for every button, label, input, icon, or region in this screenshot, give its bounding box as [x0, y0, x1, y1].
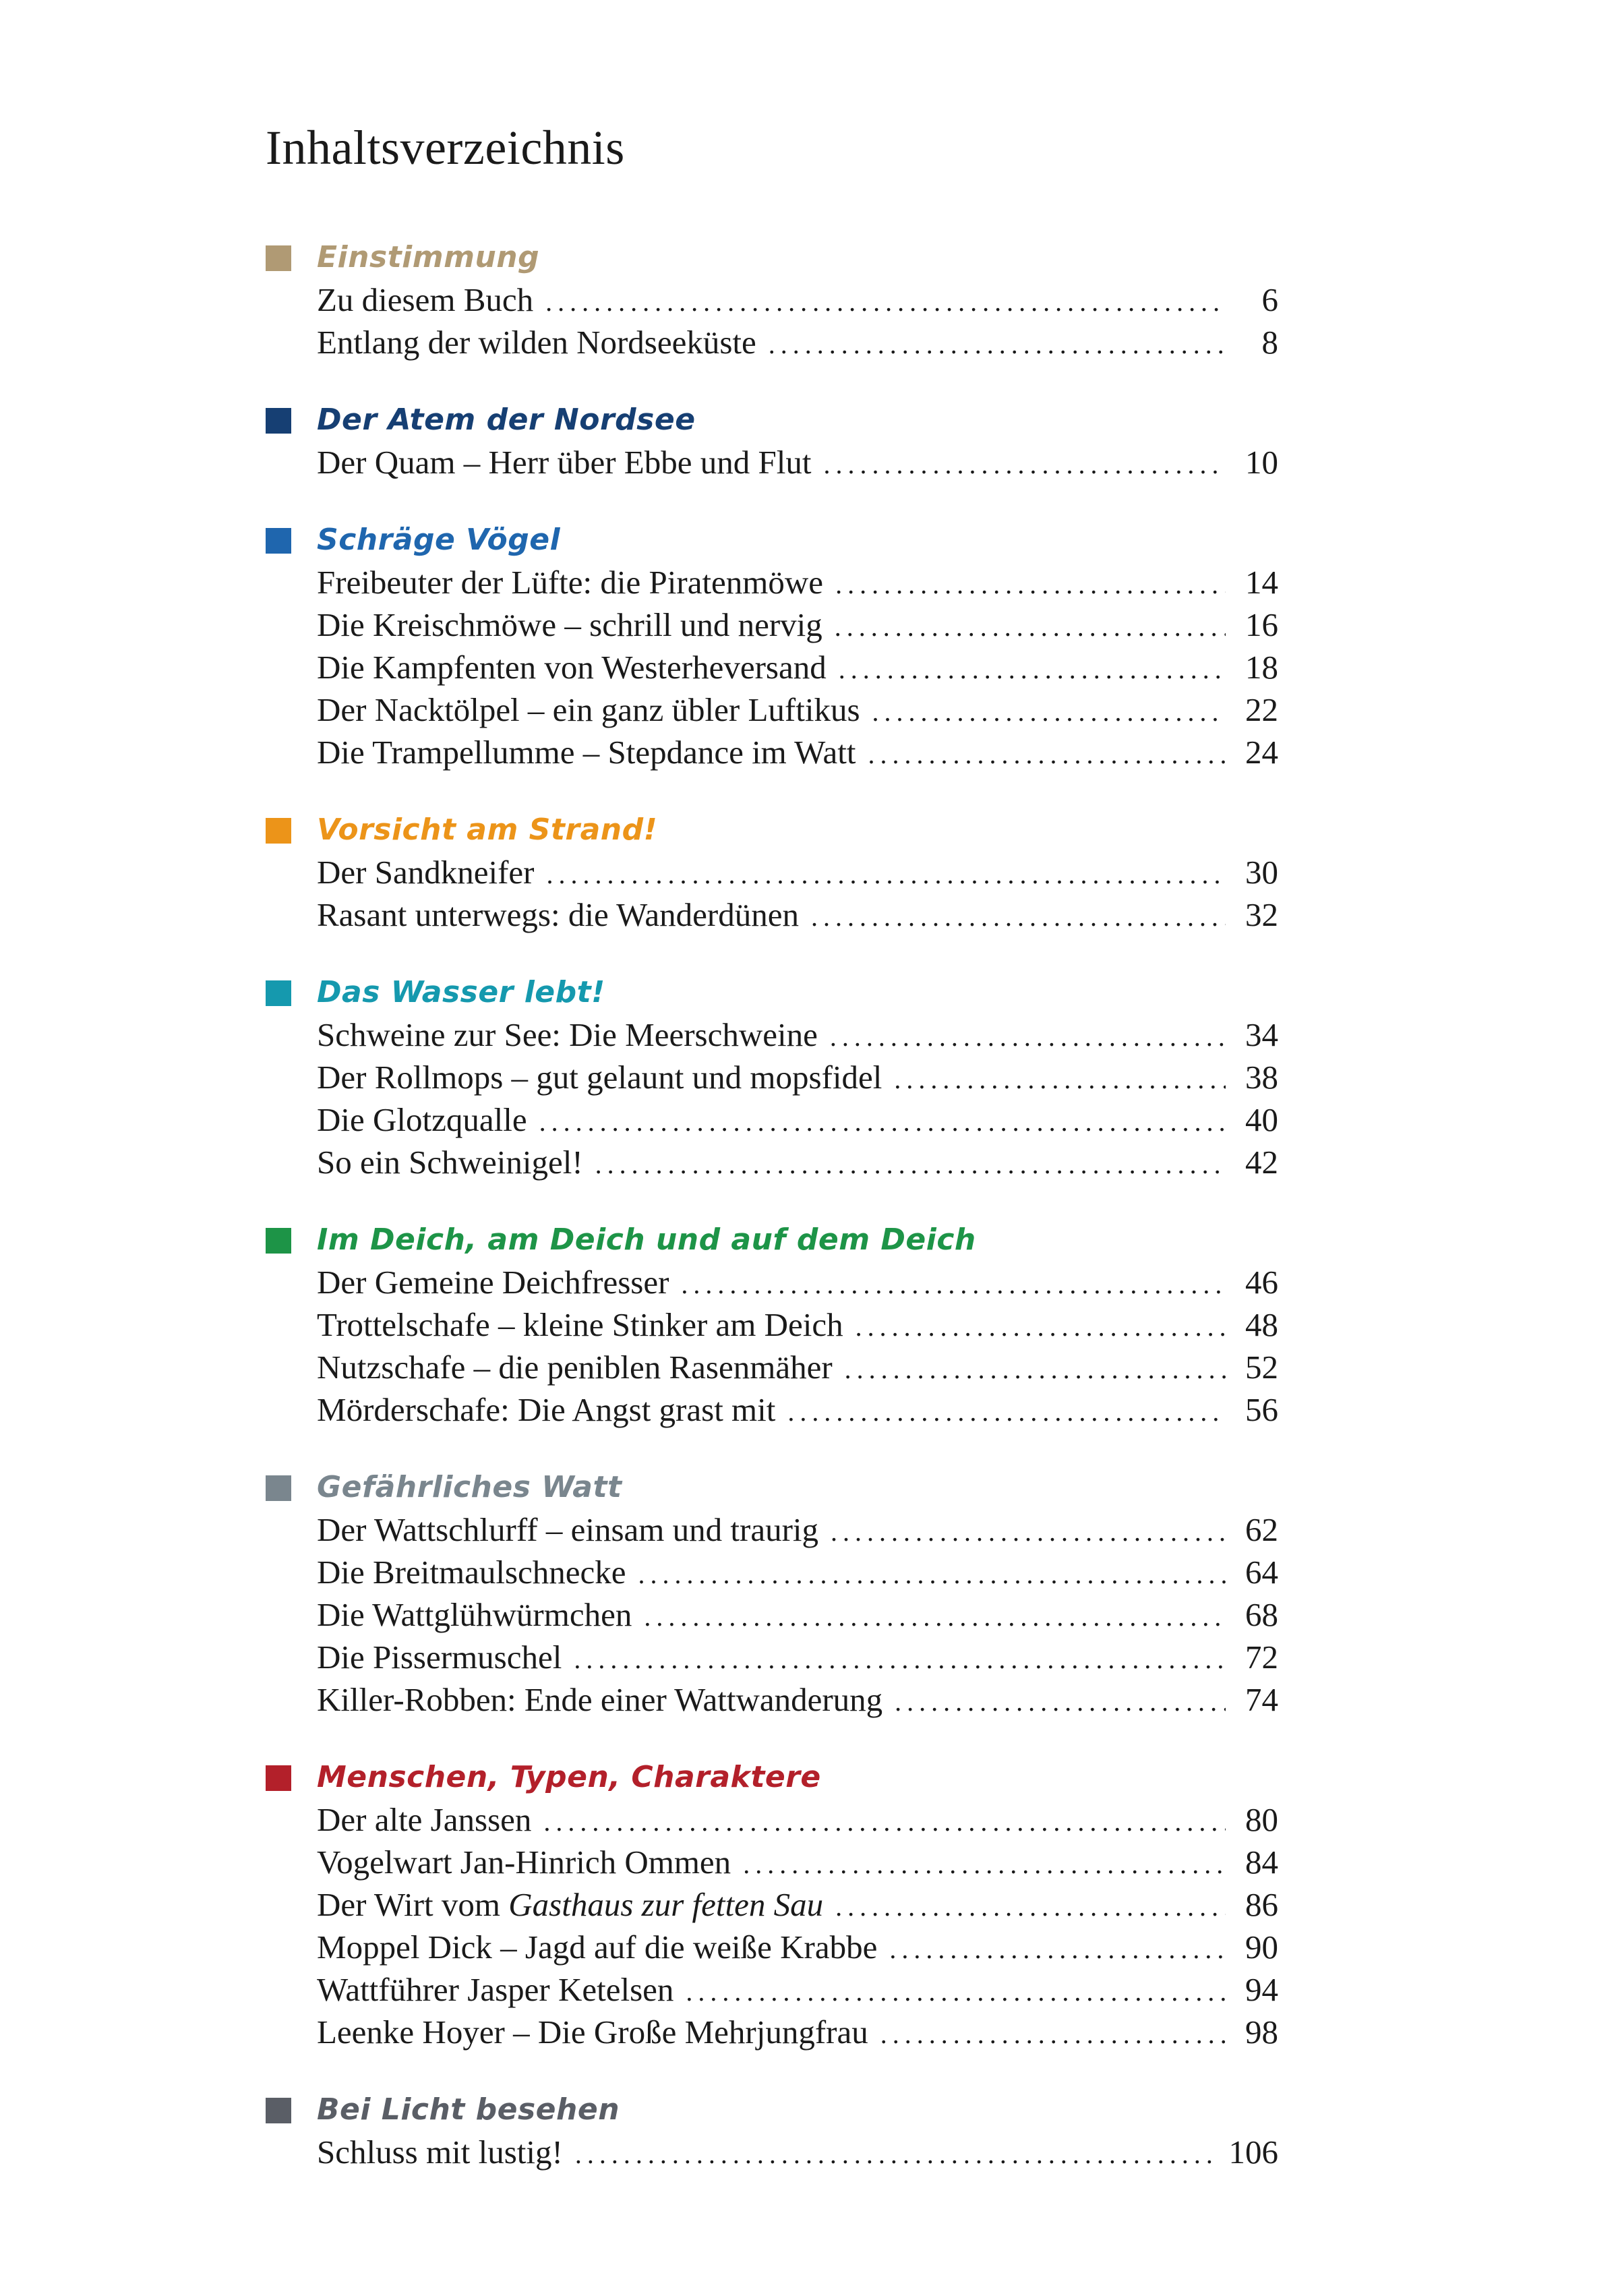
- entry-title: Die Breitmaulschnecke: [317, 1554, 626, 1591]
- section-color-marker: [266, 980, 291, 1006]
- section-header: [266, 519, 1278, 561]
- toc-entry[interactable]: [317, 1593, 1278, 1636]
- dot-leader: [830, 1015, 1226, 1058]
- section-title: Schräge Vögel: [317, 523, 561, 557]
- page-number: 84: [1245, 1844, 1278, 1881]
- entry-title-plain: Der Wirt vom: [317, 1886, 509, 1923]
- toc-section: [266, 1466, 1278, 1721]
- dot-leader: [769, 323, 1226, 365]
- section-title: Gefährliches Watt: [317, 1470, 622, 1504]
- toc-entry[interactable]: [317, 1388, 1278, 1431]
- entry-title: Wattführer Jasper Ketelsen: [317, 1971, 674, 2008]
- entry-title: Leenke Hoyer – Die Große Mehrjungfrau: [317, 2013, 868, 2051]
- section-header: [266, 1466, 1278, 1508]
- entry-title: Der Nacktölpel – ein ganz übler Luftikus: [317, 691, 860, 728]
- dot-leader: [743, 1843, 1226, 1885]
- toc-entry[interactable]: [317, 1141, 1278, 1183]
- section-header: [266, 1218, 1278, 1261]
- entry-title: Die Pissermuschel: [317, 1639, 562, 1676]
- page-number: 6: [1261, 281, 1278, 318]
- dot-leader: [835, 1885, 1226, 1928]
- section-header: [266, 808, 1278, 851]
- dot-leader: [681, 1263, 1226, 1305]
- page-number: 38: [1245, 1059, 1278, 1096]
- entry-title: Moppel Dick – Jagd auf die weiße Krabbe: [317, 1929, 878, 1966]
- page-number: 56: [1245, 1391, 1278, 1428]
- dot-leader: [868, 733, 1226, 775]
- page-number: 8: [1261, 324, 1278, 361]
- toc-entry[interactable]: [317, 1926, 1278, 1968]
- toc-entry[interactable]: [317, 321, 1278, 363]
- entry-title: Der Quam – Herr über Ebbe und Flut: [317, 444, 812, 481]
- section-title: Das Wasser lebt!: [317, 975, 605, 1009]
- entry-title: Die Kreischmöwe – schrill und nervig: [317, 606, 822, 643]
- toc-entry[interactable]: [317, 1551, 1278, 1593]
- page-number: 10: [1245, 444, 1278, 481]
- dot-leader: [839, 648, 1226, 690]
- dot-leader: [845, 1348, 1226, 1390]
- dot-leader: [543, 1800, 1226, 1843]
- dot-leader: [574, 1638, 1226, 1680]
- entry-title: Die Kampfenten von Westerheversand: [317, 649, 827, 686]
- page-number: 106: [1228, 2133, 1278, 2171]
- section-color-marker: [266, 408, 291, 434]
- entry-title: Trottelschafe – kleine Stinker am Deich: [317, 1306, 843, 1343]
- section-color-marker: [266, 528, 291, 554]
- section-title: Menschen, Typen, Charaktere: [317, 1760, 821, 1794]
- entry-title: Rasant unterwegs: die Wanderdünen: [317, 896, 799, 933]
- toc-entry[interactable]: [317, 851, 1278, 893]
- section-header: [266, 1756, 1278, 1798]
- page-number: 94: [1245, 1971, 1278, 2008]
- toc-entry[interactable]: [317, 1968, 1278, 2011]
- entry-title: [317, 1883, 823, 1926]
- toc-entry[interactable]: [317, 893, 1278, 936]
- entry-title: Der alte Janssen: [317, 1801, 532, 1838]
- toc-section: [266, 1756, 1278, 2053]
- section-title: Einstimmung: [317, 240, 540, 274]
- page-number: 68: [1245, 1596, 1278, 1633]
- page-number: 30: [1245, 854, 1278, 891]
- toc-entry[interactable]: [317, 646, 1278, 688]
- toc-entry[interactable]: [317, 2131, 1278, 2173]
- toc-section: [266, 399, 1278, 483]
- page-number: 42: [1245, 1144, 1278, 1181]
- toc-entry[interactable]: [317, 278, 1278, 321]
- dot-leader: [546, 853, 1226, 895]
- dot-leader: [638, 1553, 1226, 1595]
- toc-entry[interactable]: [317, 1056, 1278, 1098]
- toc-entry[interactable]: [317, 1261, 1278, 1303]
- toc-section: [266, 2088, 1278, 2173]
- dot-leader: [831, 1510, 1226, 1553]
- page-number: 22: [1245, 691, 1278, 728]
- entry-title: Der Sandkneifer: [317, 854, 535, 891]
- page-number: 18: [1245, 649, 1278, 686]
- toc-entry[interactable]: [317, 1346, 1278, 1388]
- entry-title: Der Gemeine Deichfresser: [317, 1264, 669, 1301]
- toc-entry[interactable]: [317, 1678, 1278, 1721]
- page-number: 64: [1245, 1554, 1278, 1591]
- toc-section: [266, 236, 1278, 363]
- entry-title: Schluss mit lustig!: [317, 2133, 563, 2171]
- section-color-marker: [266, 2098, 291, 2123]
- entry-title: Killer-Robben: Ende einer Wattwanderung: [317, 1681, 883, 1718]
- entry-title: Schweine zur See: Die Meerschweine: [317, 1016, 818, 1053]
- page-number: 62: [1245, 1511, 1278, 1548]
- toc-entry[interactable]: [317, 1098, 1278, 1141]
- dot-leader: [595, 1143, 1226, 1185]
- section-title: Der Atem der Nordsee: [317, 403, 696, 437]
- entry-title: Entlang der wilden Nordseeküste: [317, 324, 756, 361]
- toc-entry[interactable]: [317, 1508, 1278, 1551]
- dot-leader: [889, 1928, 1226, 1970]
- dot-leader: [880, 2013, 1226, 2055]
- dot-leader: [872, 690, 1226, 733]
- dot-leader: [823, 443, 1226, 485]
- page-number: 34: [1245, 1016, 1278, 1053]
- entry-title: Zu diesem Buch: [317, 281, 534, 318]
- toc-entry[interactable]: [317, 604, 1278, 646]
- dot-leader: [835, 563, 1226, 606]
- page-number: 40: [1245, 1101, 1278, 1138]
- toc-entry[interactable]: [317, 1798, 1278, 1841]
- toc-entry[interactable]: [317, 1841, 1278, 1883]
- entry-title: Freibeuter der Lüfte: die Piratenmöwe: [317, 564, 824, 601]
- dot-leader: [575, 2133, 1217, 2175]
- section-title: Bei Licht besehen: [317, 2092, 620, 2127]
- page-number: 90: [1245, 1929, 1278, 1966]
- section-title: Im Deich, am Deich und auf dem Deich: [317, 1223, 976, 1257]
- page-title: Inhaltsverzeichnis: [266, 121, 625, 175]
- toc-entry[interactable]: [317, 1883, 1278, 1926]
- section-header: [266, 236, 1278, 278]
- section-color-marker: [266, 1475, 291, 1501]
- section-title: Vorsicht am Strand!: [317, 813, 658, 847]
- entry-title: Nutzschafe – die peniblen Rasenmäher: [317, 1349, 833, 1386]
- toc-entry[interactable]: [317, 688, 1278, 731]
- dot-leader: [835, 606, 1226, 648]
- toc-entry[interactable]: [317, 441, 1278, 483]
- entry-title: Der Rollmops – gut gelaunt und mopsfidel: [317, 1059, 882, 1096]
- dot-leader: [856, 1305, 1226, 1348]
- toc-entry[interactable]: [317, 1013, 1278, 1056]
- dot-leader: [895, 1680, 1226, 1723]
- dot-leader: [539, 1100, 1226, 1143]
- page-number: 80: [1245, 1801, 1278, 1838]
- entry-title: So ein Schweinigel!: [317, 1144, 583, 1181]
- page-number: 48: [1245, 1306, 1278, 1343]
- entry-title-italic: Gasthaus zur fetten Sau: [508, 1886, 824, 1923]
- toc-section: [266, 808, 1278, 936]
- page-number: 72: [1245, 1639, 1278, 1676]
- toc-entry[interactable]: [317, 561, 1278, 604]
- dot-leader: [545, 281, 1226, 323]
- page-number: 32: [1245, 896, 1278, 933]
- toc-entry[interactable]: [317, 2011, 1278, 2053]
- toc-section: [266, 519, 1278, 773]
- dot-leader: [787, 1390, 1226, 1433]
- page-number: 24: [1245, 734, 1278, 771]
- dot-leader: [894, 1058, 1226, 1100]
- page-number: 86: [1245, 1886, 1278, 1923]
- section-color-marker: [266, 245, 291, 271]
- section-header: [266, 399, 1278, 441]
- entry-title: Mörderschafe: Die Angst grast mit: [317, 1391, 776, 1428]
- entry-title: Der Wattschlurff – einsam und traurig: [317, 1511, 819, 1548]
- section-color-marker: [266, 818, 291, 844]
- entry-title: Die Wattglühwürmchen: [317, 1596, 632, 1633]
- page-number: 98: [1245, 2013, 1278, 2051]
- entry-title: Vogelwart Jan-Hinrich Ommen: [317, 1844, 731, 1881]
- toc-section: [266, 1218, 1278, 1431]
- toc-entry[interactable]: [317, 1636, 1278, 1678]
- toc-entry[interactable]: [317, 1303, 1278, 1346]
- page-number: 52: [1245, 1349, 1278, 1386]
- toc-section: [266, 971, 1278, 1183]
- table-of-contents: [266, 236, 1278, 2208]
- dot-leader: [686, 1970, 1226, 2013]
- section-header: [266, 2088, 1278, 2131]
- entry-title: Die Trampellumme – Stepdance im Watt: [317, 734, 856, 771]
- dot-leader: [811, 895, 1226, 938]
- section-color-marker: [266, 1228, 291, 1254]
- page-number: 74: [1245, 1681, 1278, 1718]
- page-number: 46: [1245, 1264, 1278, 1301]
- dot-leader: [644, 1595, 1226, 1638]
- page-number: 14: [1245, 564, 1278, 601]
- section-color-marker: [266, 1765, 291, 1791]
- section-header: [266, 971, 1278, 1013]
- page-number: 16: [1245, 606, 1278, 643]
- toc-entry[interactable]: [317, 731, 1278, 773]
- entry-title: Die Glotzqualle: [317, 1101, 527, 1138]
